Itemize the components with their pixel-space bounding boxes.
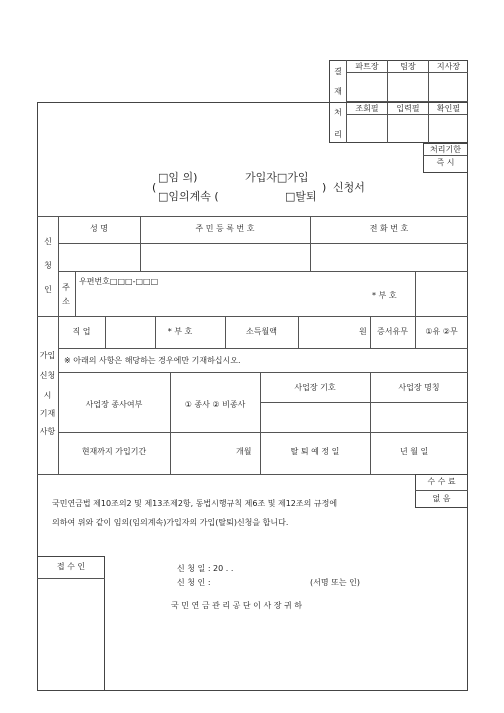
address-field[interactable] — [76, 290, 366, 314]
title-paren-open: ( — [152, 181, 157, 194]
applicant-side-2: 청 — [44, 261, 52, 270]
period-months: 개월 — [236, 447, 252, 456]
workplace-code-label: 사업장 기호 — [294, 383, 336, 392]
phone-field[interactable] — [311, 244, 467, 270]
period-label: 현재까지 가입기간 — [81, 447, 147, 456]
withdraw-label: 탈 퇴 예 정 일 — [290, 447, 340, 456]
employed-label: 사업장 종사여부 — [85, 400, 143, 409]
approval-side-4: 리 — [334, 130, 342, 139]
applicant-side-3: 인 — [44, 285, 52, 294]
approval-confirm: 확인필 — [436, 104, 461, 113]
job-label: 직 업 — [72, 327, 91, 336]
statement-line2: 의하여 위와 같이 임의(임의계속)가입자의 가입(탈퇴)신청을 합니다. — [52, 518, 289, 527]
join-side-1: 가입 — [39, 351, 56, 360]
deadline-label: 처리기한 — [430, 145, 461, 154]
phone-code-label: * 부 호 — [372, 291, 397, 300]
rrn-field[interactable] — [141, 244, 309, 270]
fee-value: 없 음 — [432, 494, 451, 503]
join-side-3: 시 — [43, 391, 52, 400]
join-side-2: 신청 — [39, 371, 56, 380]
approval-side-2: 재 — [334, 87, 342, 96]
income-label: 소득월액 — [246, 327, 277, 336]
deadline-value: 즉 시 — [436, 158, 455, 167]
rrn-label: 주 민 등 록 번 호 — [195, 224, 255, 233]
approval-input: 입력필 — [396, 104, 420, 113]
postal-code[interactable]: 우편번호□□□-□□□ — [79, 277, 159, 286]
approval-side-3: 처 — [334, 108, 342, 117]
approval-partjang: 파트장 — [355, 62, 379, 71]
apply-date[interactable]: 신 청 일 : 20 . . — [177, 564, 234, 573]
join-side-5: 사항 — [39, 427, 56, 436]
addressee: 국 민 연 금 관 리 공 단 이 사 장 귀 하 — [171, 601, 302, 610]
approval-timjang: 팀장 — [400, 62, 416, 71]
cert-label: 증서유무 — [377, 327, 408, 336]
receipt-box — [37, 556, 105, 691]
name-label: 성 명 — [90, 224, 108, 233]
title-line1-mid: 가입자□가입 — [245, 171, 309, 184]
receipt-label: 접 수 인 — [56, 562, 86, 571]
withdraw-ymd: 년 월 일 — [400, 447, 429, 456]
workplace-name-label: 사업장 명칭 — [398, 383, 440, 392]
addr-side-2: 소 — [62, 297, 70, 306]
income-field[interactable] — [299, 317, 357, 347]
title-line1-left: □임 의) — [158, 171, 198, 184]
phone-label: 전 화 번 호 — [369, 224, 409, 233]
income-unit: 원 — [359, 327, 367, 336]
join-side-4: 기재 — [39, 409, 56, 418]
cert-options[interactable]: ①유 ②무 — [425, 327, 458, 336]
employed-options[interactable]: ① 종사 ② 비종사 — [184, 400, 246, 409]
title-line2-left: □임의계속 ( — [158, 190, 219, 203]
fee-label: 수 수 료 — [427, 477, 456, 486]
job-field[interactable] — [106, 317, 154, 347]
approval-side-1: 결 — [334, 67, 342, 76]
workplace-name-field[interactable] — [371, 403, 467, 431]
sign-note: (서명 또는 인) — [310, 578, 360, 587]
name-field[interactable] — [59, 244, 139, 270]
statement-line1: 국민연금법 제10조의2 및 제13조제2항, 동법시행규칙 제6조 및 제12조의 규정에 — [52, 499, 338, 508]
approval-inquiry: 조회필 — [355, 104, 379, 113]
approval-jisajang: 지사장 — [436, 62, 461, 71]
applicant-side-1: 신 — [44, 237, 52, 246]
addr-side-1: 주 — [62, 283, 70, 292]
title-paren-close: ) — [322, 181, 327, 194]
apply-person[interactable]: 신 청 인 : — [177, 578, 211, 587]
title-suffix: 신청서 — [333, 181, 365, 194]
workplace-code-field[interactable] — [261, 403, 369, 431]
job-code-label: * 부 호 — [167, 327, 193, 336]
title-line2-mid: □탈퇴 — [285, 190, 317, 203]
join-note: ※ 아래의 사항은 해당하는 경우에만 기재하십시오. — [64, 356, 241, 365]
